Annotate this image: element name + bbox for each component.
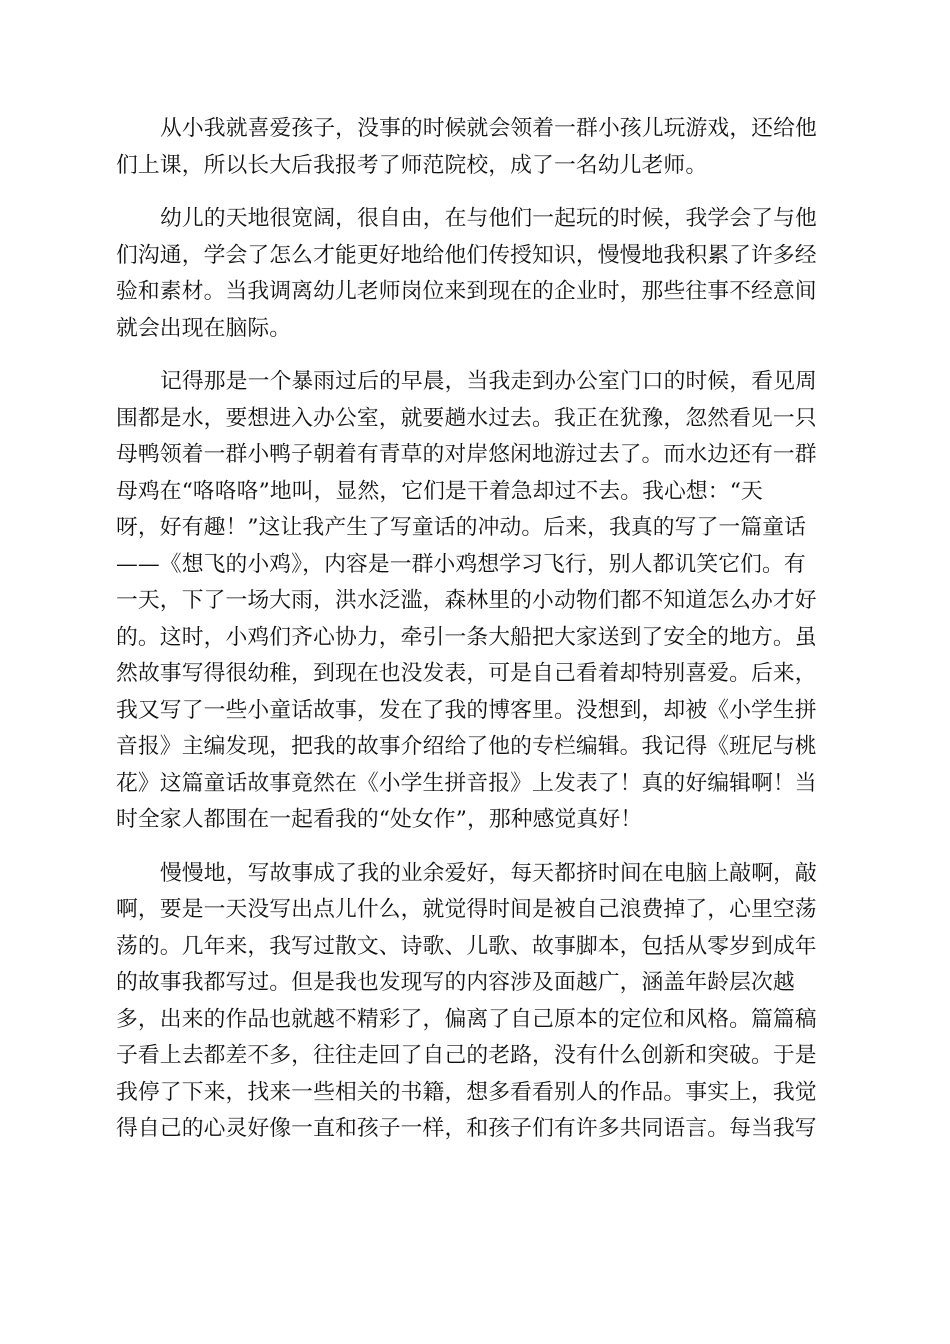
text-line: 幼儿的天地很宽阔，很自由，在与他们一起玩的时候，我学会了与他 — [160, 206, 817, 231]
text-line: 母鸡在“咯咯咯”地叫，显然，它们是干着急却过不去。我心想：“天 — [116, 478, 763, 504]
text-line: 母鸭领着一群小鸭子朝着有青草的对岸悠闲地游过去了。而水边还有一群 — [116, 442, 817, 467]
document-page — [116, 111, 836, 1165]
text-line: 的。这时，小鸡们齐心协力，牵引一条大船把大家送到了安全的地方。虽 — [116, 624, 817, 650]
text-line: 的故事我都写过。但是我也发现写的内容涉及面越广，涵盖年龄层次越 — [116, 970, 795, 995]
text-line: 记得那是一个暴雨过后的早晨，当我走到办公室门口的时候，看见周 — [160, 369, 817, 394]
paragraph-4 — [116, 856, 836, 1148]
text-line: ——《想飞的小鸡》，内容是一群小鸡想学习飞行，别人都讥笑它们。有 — [116, 551, 806, 577]
text-line: 然故事写得很幼稚，到现在也没发表，可是自己看着却特别喜爱。后来， — [116, 661, 817, 686]
text-line: 围都是水，要想进入办公室，就要趟水过去。我正在犹豫，忽然看见一只 — [116, 405, 817, 431]
text-line: 啊，要是一天没写出点儿什么，就觉得时间是被自己浪费掉了，心里空荡 — [116, 897, 817, 922]
text-line: 多，出来的作品也就越不精彩了，偏离了自己原本的定位和风格。篇篇稿 — [116, 1006, 817, 1032]
paragraph-3 — [116, 364, 836, 839]
text-line: 们沟通，学会了怎么才能更好地给他们传授知识，慢慢地我积累了许多经 — [116, 242, 817, 268]
text-line: 荡的。几年来，我写过散文、诗歌、儿歌、故事脚本，包括从零岁到成年 — [116, 933, 817, 959]
text-line: 呀，好有趣！”这让我产生了写童话的冲动。后来，我真的写了一篇童话 — [116, 515, 807, 540]
text-line: 我停了下来，找来一些相关的书籍，想多看看别人的作品。事实上，我觉 — [116, 1079, 817, 1105]
text-line: 子看上去都差不多，往往走回了自己的老路，没有什么创新和突破。于是 — [116, 1043, 817, 1068]
text-line: 时全家人都围在一起看我的“处女作”，那种感觉真好！ — [116, 807, 643, 832]
paragraph-1 — [116, 111, 836, 184]
text-line: 花》这篇童话故事竟然在《小学生拼音报》上发表了！真的好编辑啊！当 — [116, 770, 817, 796]
text-line: 们上课，所以长大后我报考了师范院校，成了一名幼儿老师。 — [116, 152, 708, 178]
text-line: 从小我就喜爱孩子，没事的时候就会领着一群小孩儿玩游戏，还给他 — [160, 116, 817, 141]
text-line: 验和素材。当我调离幼儿老师岗位来到现在的企业时，那些往事不经意间 — [116, 279, 817, 304]
text-line: 音报》主编发现，把我的故事介绍给了他的专栏编辑。我记得《班尼与桃 — [116, 734, 817, 759]
text-line: 得自己的心灵好像一直和孩子一样，和孩子们有许多共同语言。每当我写 — [116, 1116, 817, 1141]
text-line: 我又写了一些小童话故事，发在了我的博客里。没想到，却被《小学生拼 — [116, 697, 817, 723]
text-line: 就会出现在脑际。 — [116, 315, 292, 341]
paragraph-2 — [116, 201, 836, 347]
text-line: 慢慢地，写故事成了我的业余爱好，每天都挤时间在电脑上敲啊，敲 — [160, 860, 817, 886]
text-line: 一天，下了一场大雨，洪水泛滥，森林里的小动物们都不知道怎么办才好 — [116, 588, 817, 613]
